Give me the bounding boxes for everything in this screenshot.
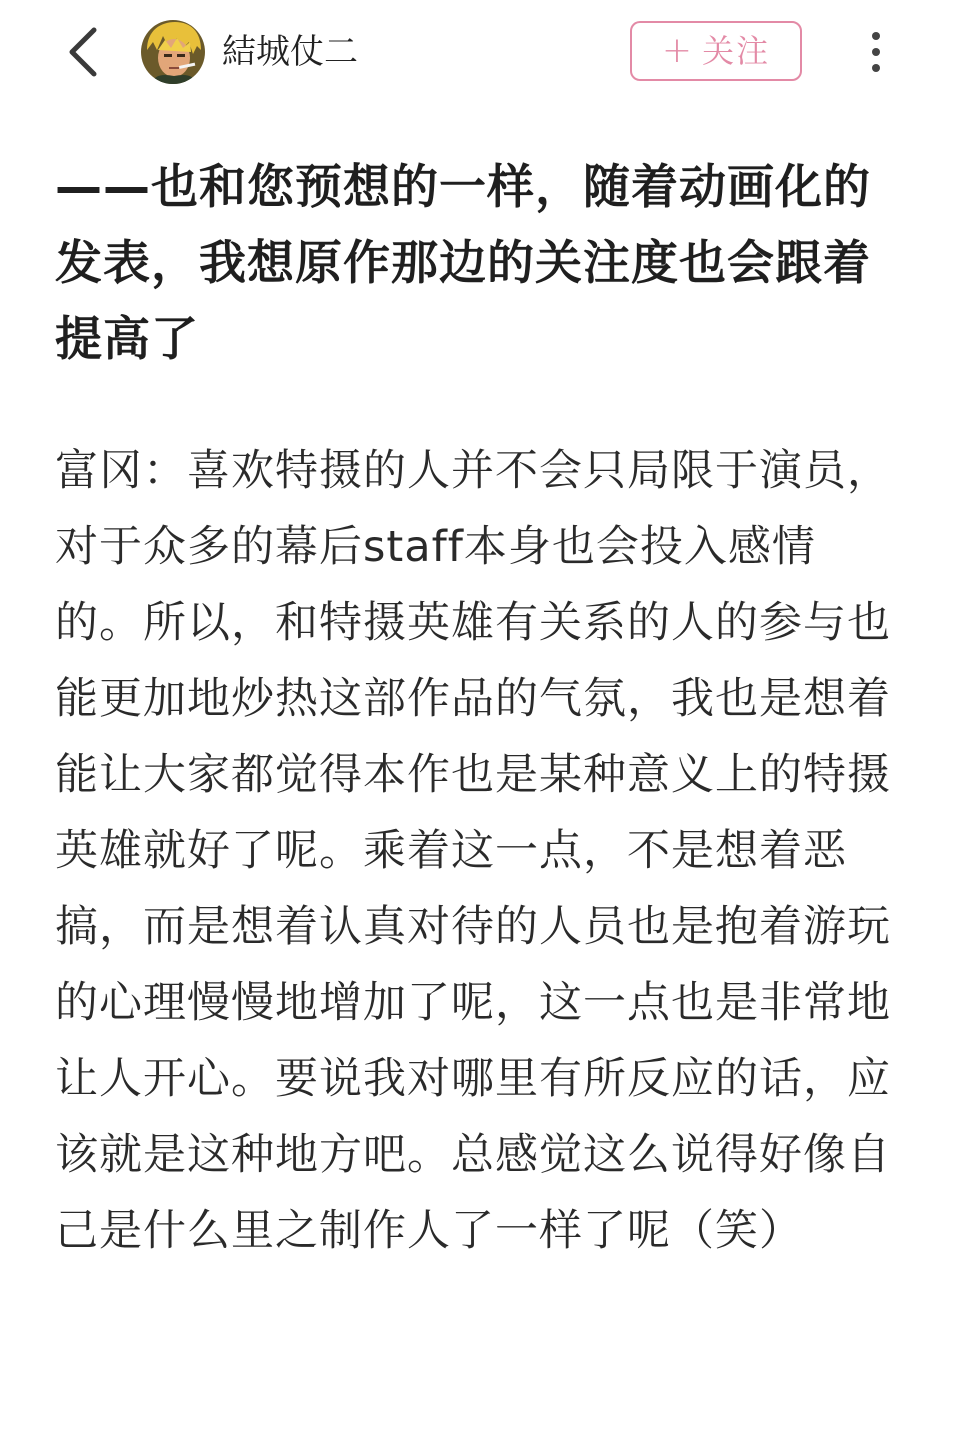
vertical-ellipsis-icon-dot xyxy=(872,64,880,72)
vertical-ellipsis-icon xyxy=(872,32,880,40)
author-avatar[interactable] xyxy=(141,20,205,84)
plus-icon: + xyxy=(661,30,693,71)
vertical-ellipsis-icon-dot xyxy=(872,48,880,56)
chevron-left-icon xyxy=(56,24,112,80)
article-headline: ——也和您预想的一样，随着动画化的发表，我想原作那边的关注度也会跟着提高了 xyxy=(55,160,871,367)
avatar-image xyxy=(141,20,205,84)
follow-button[interactable] xyxy=(630,21,802,81)
follow-label: 关注 xyxy=(702,32,771,70)
top-navigation-bar xyxy=(0,0,960,110)
more-options-button[interactable] xyxy=(856,24,896,80)
article-body: 富冈：喜欢特摄的人并不会只局限于演员，对于众多的幕后staff本身也会投入感情的。所以，和特摄英雄有关系的人的参与也能更加地炒热这部作品的气氛，我也是想着能让大家都觉得本作也是某种意义上的特摄英雄就好了呢。乘着这一点，不是想着恶搞，而是想着认真对待的人员也是抱着游玩的心理慢慢地增加了呢，这一点也是非常地让人开心。要说我对哪里有所反应的话，应该就是这种地方吧。总感觉这么说得好像自己是什么里之制作人了一样了呢（笑） xyxy=(55,446,891,1256)
back-button[interactable] xyxy=(56,24,112,80)
author-name[interactable]: 結城仗二 xyxy=(222,32,358,72)
